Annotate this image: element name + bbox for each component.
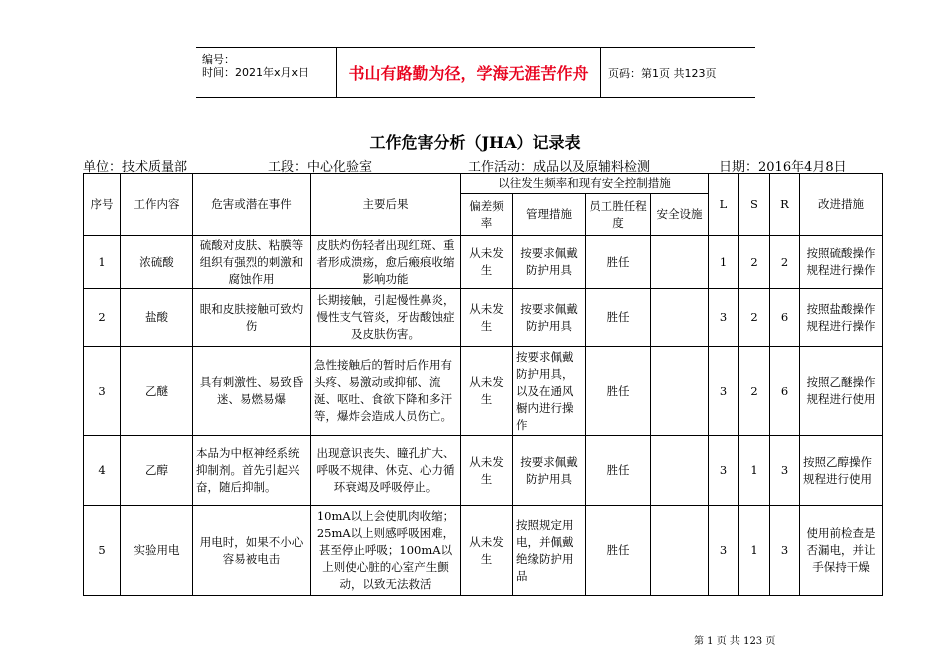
cell-S: 2 <box>739 236 770 289</box>
table-row <box>84 506 883 596</box>
cell-improve: 按照乙醇操作规程进行使用 <box>800 436 883 506</box>
cell-R: 3 <box>770 506 800 596</box>
cell-safety <box>651 347 709 436</box>
header-R: R <box>770 174 800 236</box>
cell-S: 1 <box>739 506 770 596</box>
table-row <box>84 289 883 347</box>
header-L: L <box>709 174 739 236</box>
cell-improve: 按照盐酸操作规程进行操作 <box>800 289 883 347</box>
header-page-label: 页码：第1页 共123页 <box>608 66 717 80</box>
cell-R: 3 <box>770 436 800 506</box>
cell-R: 6 <box>770 289 800 347</box>
cell-S: 1 <box>739 436 770 506</box>
cell-content: 实验用电 <box>121 506 193 596</box>
table-header-row <box>84 174 883 194</box>
cell-L: 3 <box>709 506 739 596</box>
cell-content: 盐酸 <box>121 289 193 347</box>
cell-consequence: 急性接触后的暂时后作用有头疼、易激动或抑郁、流涎、呕吐、食欲下降和多汗等，爆炸会造成人员伤亡。 <box>311 347 461 436</box>
cell-hazard: 具有刺激性、易致昏迷、易燃易爆 <box>193 347 311 436</box>
cell-consequence: 皮肤灼伤轻者出现红斑、重者形成溃疡，愈后瘢痕收缩影响功能 <box>311 236 461 289</box>
cell-S: 2 <box>739 289 770 347</box>
cell-consequence: 10mA以上会使肌肉收缩；25mA以上则感呼吸困难，甚至停止呼吸；100mA以上则使心脏的心室产生颤动，以致无法救活 <box>311 506 461 596</box>
cell-seq: 3 <box>84 347 121 436</box>
cell-L: 3 <box>709 289 739 347</box>
cell-management: 按要求佩戴防护用具，以及在通风橱内进行操作 <box>513 347 586 436</box>
cell-seq: 1 <box>84 236 121 289</box>
cell-R: 6 <box>770 347 800 436</box>
cell-L: 3 <box>709 347 739 436</box>
cell-seq: 5 <box>84 506 121 596</box>
header-S: S <box>739 174 770 236</box>
header-consequence: 主要后果 <box>311 174 461 236</box>
header-info <box>196 48 336 97</box>
cell-improve: 按照乙醚操作规程进行使用 <box>800 347 883 436</box>
cell-R: 2 <box>770 236 800 289</box>
table-row <box>84 436 883 506</box>
cell-seq: 4 <box>84 436 121 506</box>
cell-consequence: 长期接触，引起慢性鼻炎，慢性支气管炎，牙齿酸蚀症及皮肤伤害。 <box>311 289 461 347</box>
document-title: 工作危害分析（JHA）记录表 <box>369 133 581 152</box>
cell-competence: 胜任 <box>586 347 651 436</box>
cell-deviation: 从未发生 <box>461 236 513 289</box>
cell-L: 1 <box>709 236 739 289</box>
cell-improve: 按照硫酸操作规程进行操作 <box>800 236 883 289</box>
cell-management: 按照规定用电，并佩戴绝缘防护用品 <box>513 506 586 596</box>
cell-content: 乙醇 <box>121 436 193 506</box>
cell-competence: 胜任 <box>586 506 651 596</box>
meta-unit: 单位：技术质量部 <box>83 160 188 175</box>
cell-improve: 使用前检查是否漏电，并让手保持干燥 <box>800 506 883 596</box>
cell-management: 按要求佩戴防护用具 <box>513 236 586 289</box>
header-hazard: 危害或潜在事件 <box>193 174 311 236</box>
time-label: 时间：2021年x月x日 <box>202 66 310 79</box>
table-row <box>84 347 883 436</box>
cell-management: 按要求佩戴防护用具 <box>513 289 586 347</box>
cell-safety <box>651 289 709 347</box>
meta-date: 日期：2016年4月8日 <box>719 160 847 175</box>
cell-content: 乙醚 <box>121 347 193 436</box>
cell-competence: 胜任 <box>586 236 651 289</box>
cell-hazard: 硫酸对皮肤、粘膜等组织有强烈的刺激和腐蚀作用 <box>193 236 311 289</box>
cell-consequence: 出现意识丧失、瞳孔扩大、呼吸不规律、休克、心力循环衰竭及呼吸停止。 <box>311 436 461 506</box>
cell-competence: 胜任 <box>586 289 651 347</box>
cell-deviation: 从未发生 <box>461 289 513 347</box>
cell-deviation: 从未发生 <box>461 506 513 596</box>
table-row <box>84 236 883 289</box>
cell-safety <box>651 436 709 506</box>
header-management: 管理措施 <box>513 194 586 236</box>
cell-S: 2 <box>739 347 770 436</box>
cell-deviation: 从未发生 <box>461 347 513 436</box>
cell-safety <box>651 236 709 289</box>
meta-section: 工段：中心化验室 <box>268 160 373 175</box>
meta-activity: 工作活动：成品以及原辅料检测 <box>468 160 651 175</box>
header-safety: 安全设施 <box>651 194 709 236</box>
number-label: 编号： <box>202 53 235 66</box>
cell-L: 3 <box>709 436 739 506</box>
header-control-group: 以往发生频率和现有安全控制措施 <box>461 174 709 194</box>
header-improve: 改进措施 <box>800 174 883 236</box>
cell-competence: 胜任 <box>586 436 651 506</box>
cell-hazard: 眼和皮肤接触可致灼伤 <box>193 289 311 347</box>
header-competence: 员工胜任程度 <box>586 194 651 236</box>
cell-hazard: 用电时，如果不小心容易被电击 <box>193 506 311 596</box>
jha-table <box>83 173 883 596</box>
header-seq: 序号 <box>84 174 121 236</box>
header-content: 工作内容 <box>121 174 193 236</box>
cell-content: 浓硫酸 <box>121 236 193 289</box>
cell-management: 按要求佩戴防护用具 <box>513 436 586 506</box>
cell-safety <box>651 506 709 596</box>
document-header <box>196 47 755 98</box>
cell-hazard: 本品为中枢神经系统抑制剂。首先引起兴奋，随后抑制。 <box>193 436 311 506</box>
cell-deviation: 从未发生 <box>461 436 513 506</box>
cell-seq: 2 <box>84 289 121 347</box>
header-deviation: 偏差频率 <box>461 194 513 236</box>
page-footer: 第 1 页 共 123 页 <box>694 636 776 647</box>
header-slogan: 书山有路勤为径，学海无涯苦作舟 <box>336 48 601 97</box>
